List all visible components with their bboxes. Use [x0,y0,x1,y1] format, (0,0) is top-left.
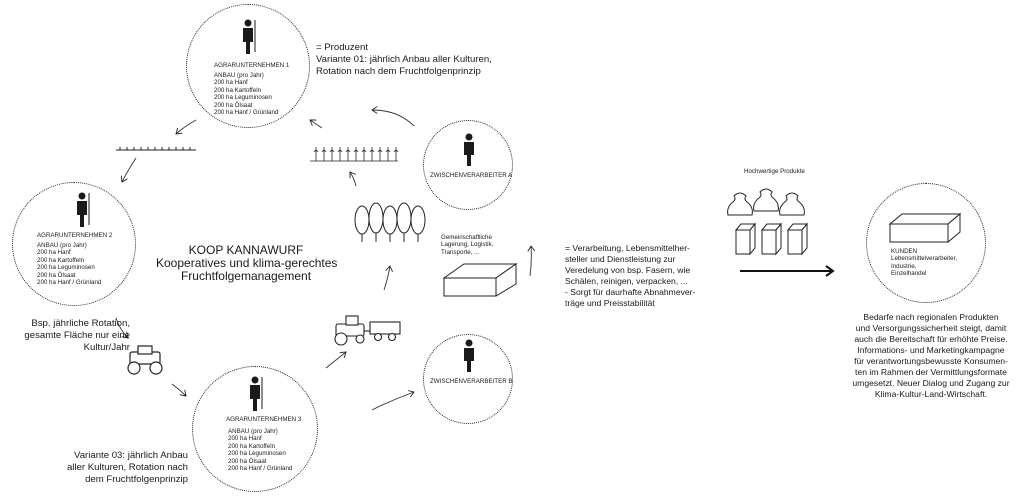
variant2-note-line: Bsp. jährliche Rotation, [31,318,130,329]
warehouse-icon [444,264,516,296]
processing-note-line: - Sorgt für daurhafte Abnahmever- [565,287,696,297]
farm1-line: 200 ha Hanf [214,79,248,87]
farm3-line: ANBAU (pro Jahr) [228,428,278,435]
farm1-crop-list [214,72,278,116]
farm1-title: AGRARUNTERNEHMEN 1 [214,62,290,69]
arrow-to-customers [740,266,833,276]
farm2-crop-list [37,242,101,286]
field-grown-plants [310,147,398,161]
arrow-trees-to-field2 [350,172,356,186]
producer-note-line: Rotation nach dem Fruchtfolgenprinzip [316,66,481,77]
arrow-farm3-to-tractor2 [326,352,346,368]
farm1-line: 200 ha Hanf / Grünland [214,109,279,117]
arrow-warehouse-up [530,246,531,276]
farm1-line: 200 ha Kartoffeln [214,86,262,94]
farm3-line: 200 ha Hanf / Grünland [228,465,293,473]
farm2-line: ANBAU (pro Jahr) [37,242,87,249]
center-title-main: KOOP KANNAWURF [188,243,304,257]
customers-label-line: Industrie, [891,262,917,270]
farmer2-figure [77,193,89,228]
demand-note-line: und Versorgungssicherheit steigt, damit [855,323,1007,333]
customers-label [891,248,957,278]
demand-note-line: Bedarfe nach regionalen Produkten [863,312,999,322]
center-title-sub: Kooperatives und klima-gerechtes [156,256,338,270]
customers-label-line: Einzelhandel [891,270,927,278]
processor-a-figure [464,134,474,167]
processor-b-figure [464,340,474,373]
farm2-line: 200 ha Ölsaat [37,271,76,279]
processing-note-line: träge und Preisstabilität [565,298,655,308]
farm1-line: 200 ha Ölsaat [214,101,253,109]
variant3-note-line: aller Kulturen, Rotation nach [66,462,188,473]
arrow-tractor-to-farm3 [172,384,186,396]
farm2-line: 200 ha Kartoffeln [37,256,85,264]
warehouse-label [441,234,493,256]
demand-note-line: ten im Rahmen der Vermittlungsformate [855,367,1007,377]
variant2-note-line: gesamte Fläche nur eine [24,330,130,341]
field-young-plants [116,147,196,150]
warehouse-label-line: Gemeinschaftliche [441,234,492,241]
processor-a-label: ZWISCHENVERARBEITER A [430,172,513,179]
arrow-processorB-up [372,392,414,410]
warehouse-label-line: Transporte, ... [441,248,480,256]
arrow-field2-to-farm1 [310,120,322,128]
processing-note-line: = Verarbeitung, Lebensmittelher- [565,243,690,253]
variant2-note-line: Kultur/Jahr [83,342,130,353]
center-title-sub: Fruchtfolgemanagement [180,269,312,283]
demand-note-line: umgesetzt. Neuer Dialog und Zugang zur [852,378,1010,388]
farm2-title: AGRARUNTERNEHMEN 2 [37,232,113,239]
variant3-note-line: dem Fruchtfolgenprinzip [85,474,188,485]
processing-note-line: Schälen, reinigen, verpacken, ... [565,276,688,286]
farm3-crop-list [228,428,292,472]
product-boxes-icon [736,224,807,254]
variant3-note-line: Variante 03: jährlich Anbau [74,450,188,461]
farm1-line: ANBAU (pro Jahr) [214,72,264,79]
producer-note [316,42,492,78]
farm2-line: 200 ha Leguminosen [37,264,95,272]
producer-note-line: = Produzent [316,42,369,53]
customer-building-icon [890,214,960,242]
processing-note-line: Veredelung von bsp. Fasern, wie [565,265,691,275]
variant3-note [60,450,188,486]
center-title [156,244,336,283]
farm3-title: AGRARUNTERNEHMEN 3 [226,416,302,423]
processor-b-label: ZWISCHENVERARBEITER B [430,378,513,385]
farmer3-figure [250,377,262,412]
farm3-line: 200 ha Kartoffeln [228,442,276,450]
customers-label-line: Lebensmittelverarbeiter, [891,255,958,263]
arrow-farm1-to-field [176,120,196,134]
processing-note [565,243,695,309]
farmer1-figure [243,20,255,55]
demand-note-line: für verantwortungsbewusste Konsumen- [854,356,1008,366]
arrow-field-to-farm2 [122,158,136,182]
farm1-line: 200 ha Leguminosen [214,94,272,102]
producer-note-line: Variante 01: jährlich Anbau aller Kulturen, [316,54,492,65]
arrow-tractor2-to-trees [384,266,390,290]
farm2-line: 200 ha Hanf / Grünland [37,279,102,287]
trees-icon [355,203,425,242]
demand-note [843,312,1019,400]
tractor-trailer-icon [335,316,400,345]
processing-note-line: steller und Dienstleistung zur [565,254,676,264]
warehouse-label-line: Lagerung, Logistik, [441,241,494,249]
arrow-processorA-to-farm1 [372,110,414,126]
demand-note-line: auch die Bereitschaft für erhöhte Preise. [854,334,1008,344]
tractor-outline-icon [128,346,162,374]
products-label: Hochwertige Produkte [744,168,805,175]
farm2-line: 200 ha Hanf [37,249,71,257]
demand-note-line: Informations- und Marketingkampagne [857,345,1005,355]
farm3-line: 200 ha Hanf [228,435,262,443]
variant2-note [4,318,130,354]
demand-note-line: Klima-Kultur-Land-Wirtschaft. [874,389,988,399]
customers-label-line: KUNDEN [891,248,918,255]
product-sacks-icon [728,189,805,215]
farm3-line: 200 ha Ölsaat [228,457,267,465]
farm3-line: 200 ha Leguminosen [228,450,286,458]
